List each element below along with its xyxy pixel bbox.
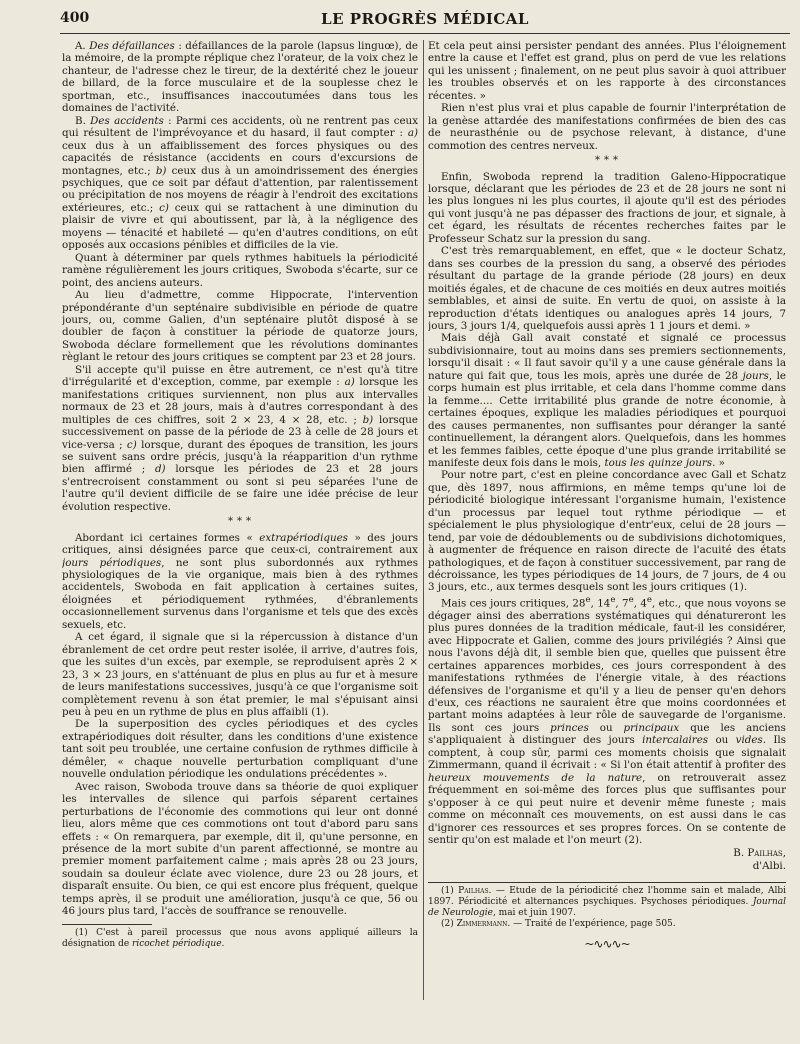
body-paragraph: Pour notre part, c'est en pleine concordance avec Gall et Schatz que, dès 1897, nous affirmions, en même temps qu'une loi de périodicité biologique intéressant l'organisme humain, l'existence d'un processus par lequel tout rythme périodique — et spécialement le plus physiologique d'entr'eux, celui de 28 jours — tend, par voie de dédoublements ou de subdivisions dichotomiques, à augmenter de fréquence en raison directe de l'acuité des états pathologiques, et de façon à constituer successivement, par rang de décroissance, les types périodiques de 14 jours, de 7 jours, de 4 ou 3 jours, etc., aux termes desquels sont les jours critiques (1). — [428, 469, 786, 594]
column-divider — [423, 40, 424, 1000]
body-paragraph: Et cela peut ainsi persister pendant des années. Plus l'éloignement entre la cause et l'effet est grand, plus on perd de vue les relations qui les unissent ; finalement, on ne peut plus savoir à quoi attribuer les troubles observés et on les rapporte à des circonstances récentes. » — [428, 40, 786, 102]
footnote-rule — [428, 882, 786, 883]
end-ornament: ~∿∿∿~ — [584, 937, 630, 952]
footnote: (1) C'est à pareil processus que nous avons appliqué ailleurs la désignation de ricochet périodique. — [62, 927, 418, 949]
header-rule — [60, 33, 790, 34]
footnote: (1) Pailhas. — Etude de la périodicité chez l'homme sain et malade, Albi 1897. Périodicité et alternances psychiques. Psychoses périodiques. Journal de Neurologie, mai et juin 1907. — [428, 886, 786, 919]
body-paragraph: Mais ces jours critiques, 28e, 14e, 7e, 4e, etc., que nous voyons se dégager ainsi des aberrations systématiques qui dénatureront les plus pures données de la tradition médicale, faut-il les considérer, avec Hippocrate et Galien, comme des jours privilégiés ? Ainsi que nous l'avons déjà dit, il semble bien que, quelles que puissent être certaines apparences morbides, ces jours correspondent à des manifestations rythmées de l'énergie vitale, à des réactions défensives de l'organisme et qu'il y a lieu de penser qu'en dehors d'eux, ces réactions ne sauraient être que moins coordonnées et partant moins adaptées à leur rôle de sauvegarde de l'organisme. Ils sont ces jours princes ou principaux que les anciens s'appliquaient à distinguer des jours intercalaires ou vides. Ils comptent, à coup sûr, parmi ces moments choisis que signalait Zimmermann, quand il écrivait : « Si l'on était attentif à profiter des heureux mouvements de la nature, on retrouverait assez fréquemment en soi-même des forces plus que suffisantes pour s'opposer à ce qui peut nuire et devenir même funeste ; mais comme on méconnaît ces mouvements, on est aussi dans le cas d'ignorer ces ressources et ses propres forces. On se contente de sentir qu'on est malade et l'on meurt (2). — [428, 594, 786, 846]
author-name: B. Pailhas, — [733, 847, 786, 860]
footnote-rule — [62, 924, 152, 925]
author-signature — [428, 847, 786, 872]
body-paragraph: De la superposition des cycles périodiques et des cycles extrapériodiques doit résulter, dans les conditions d'une existence tant soit peu troublée, une certaine confusion de rythmes difficile à démêler, « chaque nouvelle perturbation compliquant d'une nouvelle ondulation périodique les ondulations précédentes ». — [62, 718, 418, 781]
body-paragraph: Au lieu d'admettre, comme Hippocrate, l'intervention prépondérante d'un septénaire subdivisible en période de quatre jours, ou, comme Galien, d'un septénaire plutôt disposé à se doubler de façon à constituer la période de quatorze jours, Swoboda déclare formellement que les révolutions dominantes règlant le retour des jours critiques se comptent par 23 et 28 jours. — [62, 289, 418, 364]
body-paragraph: A. Des défaillances : défaillances de la parole (lapsus linguœ), de la mémoire, de la prompte réplique chez l'orateur, de la voix chez le chanteur, de l'adresse chez le tireur, de la dextérité chez le joueur de billard, de la force musculaire et de la souplesse chez le sportman, etc., insuffisances inaccoutumées dans tous les domaines de l'activité. — [62, 40, 418, 115]
body-paragraph: Enfin, Swoboda reprend la tradition Galeno-Hippocratique lorsque, déclarant que les périodes de 23 et de 28 jours ne sont ni les plus longues ni les plus courtes, il ajoute qu'il est des périodes qui vont jusqu'à ne pas dépasser des fractions de jour, et signale, à cet égard, les résultats de récentes recherches faites par le Professeur Schatz sur la pression du sang. — [428, 170, 786, 245]
right-column — [428, 40, 786, 1030]
body-paragraph: Mais déjà Gall avait constaté et signalé ce processus subdivisionnaire, tout au moins dans ses premiers sectionnements, lorsqu'il disait : « Il faut savoir qu'il y a une cause générale dans la nature qui fait que, tous les mois, après une durée de 28 jours, le corps humain est plus irritable, et cela dans l'homme comme dans la femme.... Cette irritabilité plus grande de notre économie, à certaines époques, explique les maladies périodiques et pourquoi des causes permanentes, non suffisantes pour déranger la santé continuellement, la dérangent alors. Quelquefois, dans les hommes et les femmes faibles, cette époque d'une plus grande irritabilité se manifeste deux fois dans le mois, tous les quinze jours. » — [428, 332, 786, 469]
body-paragraph: C'est très remarquablement, en effet, que « le docteur Schatz, dans ses courbes de la pression du sang, a observé des périodes résultant du partage de la grande période (28 jours) en deux moitiés égales, et de chacune de ces moitiés en deux autres moitiés semblables, et ainsi de suite. En vertu de quoi, on assiste à la reproduction d'états identiques ou analogues après 14 jours, 7 jours, 3 jours 1/4, quelquefois aussi après 1 1 jours et demi. » — [428, 245, 786, 332]
section-separator-stars: * * * — [595, 155, 619, 167]
body-paragraph: Rien n'est plus vrai et plus capable de fournir l'interprétation de la genèse attardée des manifestations confirmées de bien des cas de neurasthénie ou de psychose relevant, à distance, d'une commotion des centres nerveux. — [428, 102, 786, 152]
body-paragraph: S'il accepte qu'il puisse en être autrement, ce n'est qu'à titre d'irrégularité et d'exception, comme, par exemple : a) lorsque les manifestations critiques surviennent, non plus aux intervalles normaux de 23 et 28 jours, mais à d'autres correspondant à des multiples de ces chiffres, soit 2 × 23, 4 × 28, etc. ; b) lorsque successivement on passe de la période de 23 à celle de 28 jours et vice-versa ; c) lorsque, durant des époques de transition, les jours se suivent sans ordre précis, jusqu'à la réapparition d'un rythme bien affirmé ; d) lorsque les périodes de 23 et 28 jours s'entrecroisent constamment ou sont si peu séparées l'une de l'autre qu'il devient difficile de se faire une idée précise de leur évolution respective. — [62, 363, 418, 513]
author-place: d'Albi. — [752, 859, 786, 872]
journal-title: LE PROGRÈS MÉDICAL — [321, 10, 529, 28]
body-paragraph: Quant à déterminer par quels rythmes habituels la périodicité ramène régulièrement les jours critiques, Swoboda s'écarte, sur ce point, des anciens auteurs. — [62, 251, 418, 289]
body-paragraph: Abordant ici certaines formes « extrapériodiques » des jours critiques, ainsi désignées parce que ceux-ci, contrairement aux jours périodiques, ne sont plus subordonnés aux rythmes physiologiques de la vie organique, mais bien à des rythmes accidentels, Swoboda en fait application à certaines suites, éloignées et périodiquement rythmées, d'ébranlements occasionnellement survenus dans l'organisme et tels que des excès sexuels, etc. — [62, 531, 418, 631]
body-paragraph: A cet égard, il signale que si la répercussion à distance d'un ébranlement de cet ordre peut rester isolée, il arrive, d'autres fois, que les suites d'un excès, par exemple, se reproduisent après 2 × 23, 3 × 23 jours, en s'atténuant de plus en plus au fur et à mesure de leurs manifestations successives, jusqu'à ce que l'organisme soit complètement revenu à son état premier, le mal s'épuisant ainsi peu à peu en un rythme de plus en plus affaibli (1). — [62, 631, 418, 719]
page-number: 400 — [60, 10, 90, 26]
body-paragraph: B. Des accidents : Parmi ces accidents, où ne rentrent pas ceux qui résultent de l'imprévoyance et du hasard, il faut compter : a) ceux dus à un affaiblissement des forces physiques ou des capacités de résistance (accidents en cours d'excursions de montagnes, etc.; b) ceux dus à un amoindrissement des énergies psychiques, que ce soit par défaut d'attention, par ralentissement ou précipitation de nos moyens de réagir à l'endroit des excitations extérieures, etc.; c) ceux qui se rattachent à une diminution du plaisir de vivre et qui aboutissent, par là, à la négligence des moyens — ténacité et habileté — qu'en d'autres conditions, on eût opposés aux occasions pénibles et difficiles de la vie. — [62, 114, 418, 252]
section-separator-stars: * * * — [228, 516, 252, 528]
footnote: (2) Zimmermann. — Traité de l'expérience, page 505. — [441, 919, 676, 930]
page-header — [60, 10, 790, 32]
body-paragraph: Avec raison, Swoboda trouve dans sa théorie de quoi expliquer les intervalles de silence qui parfois séparent certaines perturbations de l'économie des commotions qui leur ont donné lieu, alors même que ces commotions ont tout d'abord paru sans effets : « On remarquera, par exemple, dit il, qu'une personne, en présence de la mort subite d'un parent affectionné, se montre au premier moment parfaitement calme ; mais après 28 ou 23 jours, soudain sa douleur éclate avec violence, dure 23 ou 28 jours, et disparaît ensuite. Ou bien, ce qui est encore plus fréquent, quelque temps après, il se produit une amélioration, jusqu'à ce que, 56 ou 46 jours plus tard, l'accès de souffrance se renouvelle. — [62, 780, 418, 918]
left-column — [62, 40, 418, 1030]
